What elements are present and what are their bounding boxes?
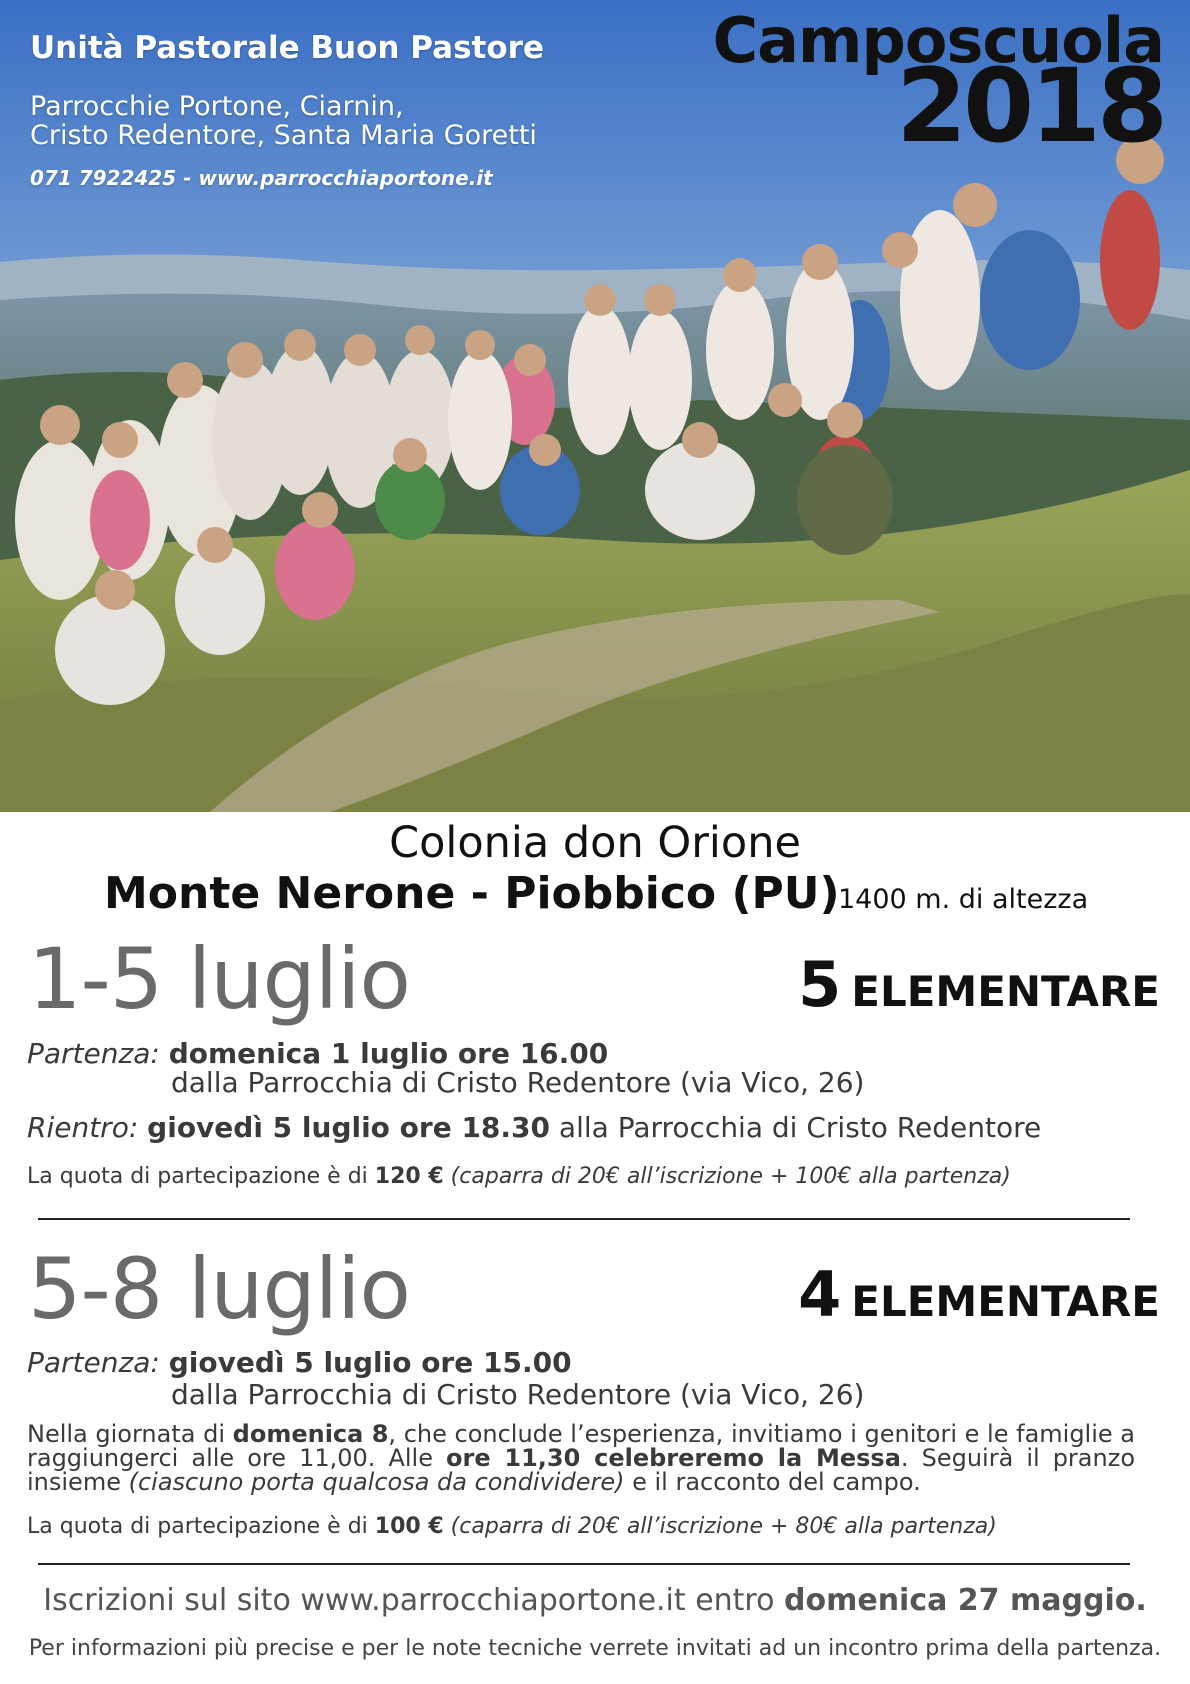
parishes-list xyxy=(30,92,537,150)
section-divider-2 xyxy=(38,1563,1130,1565)
session2-grade xyxy=(798,1258,1160,1331)
session2-info-paragraph xyxy=(27,1422,1135,1494)
location-colonia-text: Colonia don Orione xyxy=(389,818,801,868)
session1-departure-label: Partenza: xyxy=(27,1037,160,1070)
session2-fee-note: (caparra di 20€ all’iscrizione + 80€ alla partenza) xyxy=(443,1514,997,1539)
organization-name: Unità Pastorale Buon Pastore xyxy=(30,30,544,66)
session1-dates: 1-5 luglio xyxy=(28,930,410,1028)
session1-fee-amount: 120 € xyxy=(374,1164,444,1189)
session1-departure-when: domenica 1 luglio ore 16.00 xyxy=(168,1037,609,1070)
session1-grade-label: ELEMENTARE xyxy=(851,967,1160,1016)
session2-departure-label: Partenza: xyxy=(27,1346,160,1379)
session1-return-label: Rientro: xyxy=(27,1111,139,1144)
session2-info-part2: , che conclude l’esperienza, invitiamo i genitori e le famiglie a raggiungerci alle ore 11,00. Alle xyxy=(27,1420,1136,1472)
signup-deadline: domenica 27 maggio. xyxy=(784,1583,1147,1618)
parishes-line-2: Cristo Redentore, Santa Maria Goretti xyxy=(30,120,537,151)
section-divider-1 xyxy=(38,1218,1130,1220)
session1-return-where: alla Parrocchia di Cristo Redentore xyxy=(550,1111,1042,1144)
session2-info-part4: e il racconto del campo. xyxy=(624,1468,921,1496)
session1-grade-number: 5 xyxy=(798,948,842,1021)
location-place: Monte Nerone - Piobbico (PU) xyxy=(104,868,840,919)
location-colonia xyxy=(0,818,1190,868)
session1-return-when: giovedì 5 luglio ore 18.30 xyxy=(147,1111,551,1144)
session1-departure-where: dalla Parrocchia di Cristo Redentore (via Vico, 26) xyxy=(171,1066,865,1099)
footer-info: Per informazioni più precise e per le note tecniche verrete invitati ad un incontro prima della partenza. xyxy=(28,1636,1162,1661)
signup-info xyxy=(0,1583,1190,1618)
session2-grade-number: 4 xyxy=(798,1258,842,1331)
session1-fee xyxy=(27,1164,1011,1189)
session1-fee-prefix: La quota di partecipazione è di xyxy=(27,1164,375,1189)
session1-grade xyxy=(798,948,1160,1021)
contact-info: 071 7922425 - www.parrocchiaportone.it xyxy=(30,166,493,190)
signup-prefix: Iscrizioni sul sito www.parrocchiaportone.it entro xyxy=(43,1583,784,1618)
session2-info-italic: (ciascuno porta qualcosa da condividere) xyxy=(128,1468,625,1496)
session2-fee-prefix: La quota di partecipazione è di xyxy=(27,1514,375,1539)
group-photo xyxy=(0,0,1190,812)
session2-info-bold1: domenica 8 xyxy=(232,1420,389,1448)
session2-fee xyxy=(27,1514,997,1539)
session2-departure-where: dalla Parrocchia di Cristo Redentore (via Vico, 26) xyxy=(171,1378,865,1411)
session2-fee-amount: 100 € xyxy=(374,1514,444,1539)
session2-departure-when: giovedì 5 luglio ore 15.00 xyxy=(168,1346,572,1379)
camp-year: 2018 xyxy=(896,47,1164,166)
camp-title: Camposcuola xyxy=(712,4,1164,77)
session2-info-bold2: ore 11,30 celebreremo la Messa xyxy=(446,1444,901,1472)
session2-info-part3: . Seguirà il pranzo insieme xyxy=(27,1444,1135,1496)
session2-info-part1: Nella giornata di xyxy=(27,1420,233,1448)
location-altitude: 1400 m. di altezza xyxy=(838,884,1089,915)
session1-fee-note: (caparra di 20€ all’iscrizione + 100€ alla partenza) xyxy=(443,1164,1011,1189)
session1-return xyxy=(27,1111,1041,1144)
session2-departure xyxy=(27,1346,572,1379)
parishes-line-1: Parrocchie Portone, Ciarnin, xyxy=(30,91,404,122)
session2-grade-label: ELEMENTARE xyxy=(851,1277,1160,1326)
session2-dates: 5-8 luglio xyxy=(28,1240,410,1338)
